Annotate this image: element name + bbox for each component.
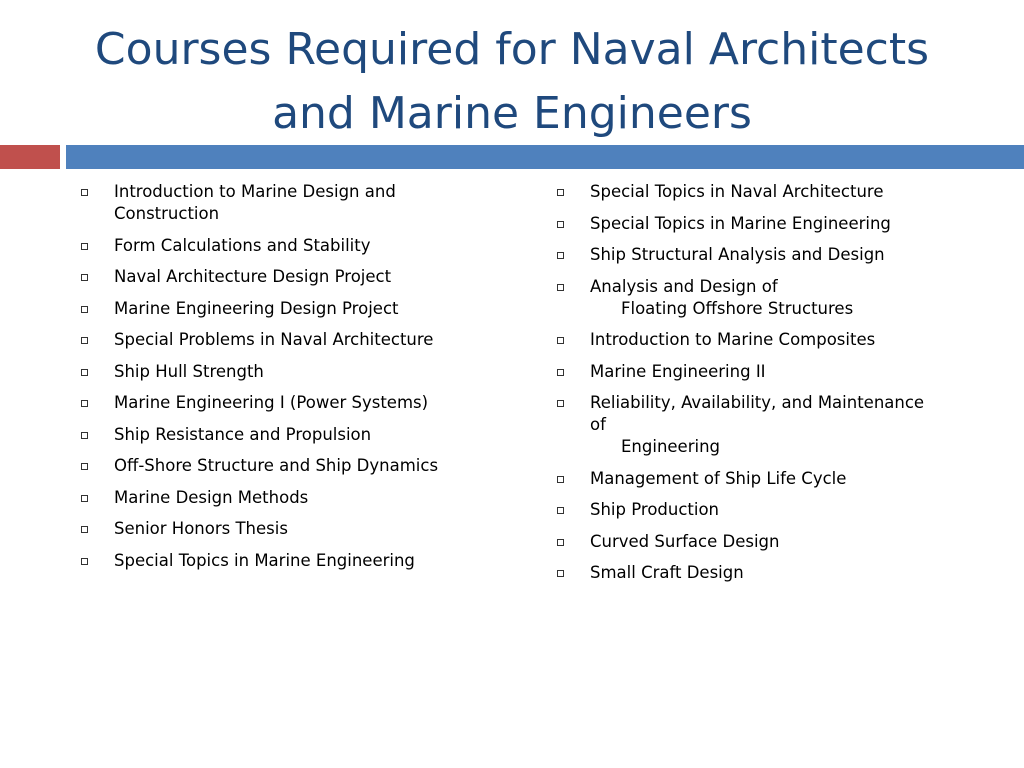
- hollow-square-bullet-icon: [557, 400, 564, 407]
- list-item: [80, 266, 500, 288]
- list-item-text: Special Topics in Marine Engineering: [114, 550, 415, 570]
- hollow-square-bullet-icon: [81, 432, 88, 439]
- list-item: [80, 361, 500, 383]
- list-item: [80, 550, 500, 572]
- list-item: [556, 329, 976, 351]
- list-item: [80, 235, 500, 257]
- slide-title-line-2: and Marine Engineers: [272, 88, 752, 139]
- hollow-square-bullet-icon: [81, 400, 88, 407]
- list-item-text: Curved Surface Design: [590, 531, 780, 551]
- hollow-square-bullet-icon: [81, 306, 88, 313]
- list-item-text: Marine Engineering I (Power Systems): [114, 393, 429, 412]
- list-item-text: Marine Engineering Design Project: [114, 298, 399, 318]
- list-item: [556, 181, 976, 203]
- list-item: [556, 562, 976, 584]
- list-item-text: Introduction to Marine Composites: [590, 330, 876, 349]
- list-item: [80, 518, 500, 540]
- hollow-square-bullet-icon: [81, 337, 88, 344]
- hollow-square-bullet-icon: [81, 558, 88, 565]
- accent-bar-red: [0, 145, 60, 169]
- list-item: [80, 329, 500, 351]
- list-item-text: Senior Honors Thesis: [114, 519, 288, 538]
- list-item: [556, 276, 976, 320]
- list-item-text: Marine Design Methods: [114, 487, 309, 507]
- accent-bar-blue: [66, 145, 1024, 169]
- hollow-square-bullet-icon: [81, 189, 88, 196]
- list-item-text: Off-Shore Structure and Ship Dynamics: [114, 456, 439, 475]
- hollow-square-bullet-icon: [557, 337, 564, 344]
- list-item: [556, 499, 976, 521]
- list-item-text-continued: Floating Offshore Structures: [621, 298, 854, 318]
- hollow-square-bullet-icon: [81, 243, 88, 250]
- list-item: [80, 298, 500, 320]
- hollow-square-bullet-icon: [557, 221, 564, 228]
- hollow-square-bullet-icon: [557, 284, 564, 291]
- list-item: [556, 244, 976, 266]
- hollow-square-bullet-icon: [557, 252, 564, 259]
- list-item-text: Ship Hull Strength: [114, 361, 264, 381]
- list-item: [556, 468, 976, 490]
- list-item-text-continued: of: [590, 415, 606, 434]
- list-item-text: Small Craft Design: [590, 563, 744, 582]
- list-item-text-continued: Engineering: [621, 437, 720, 456]
- list-item: [556, 361, 976, 383]
- list-item-text: Form Calculations and Stability: [114, 235, 371, 255]
- list-item: [556, 213, 976, 235]
- hollow-square-bullet-icon: [557, 476, 564, 483]
- list-item-text: Introduction to Marine Design and: [114, 182, 396, 201]
- hollow-square-bullet-icon: [557, 570, 564, 577]
- list-item-text: Ship Structural Analysis and Design: [590, 245, 885, 264]
- list-item: [80, 455, 500, 477]
- hollow-square-bullet-icon: [81, 463, 88, 470]
- left-course-list: [80, 181, 500, 581]
- list-item: [556, 392, 976, 458]
- list-item-text: Naval Architecture Design Project: [114, 267, 392, 286]
- list-item-text: Analysis and Design of: [590, 276, 778, 296]
- list-item-text: Special Topics in Marine Engineering: [590, 213, 891, 233]
- hollow-square-bullet-icon: [81, 495, 88, 502]
- list-item-text: Ship Resistance and Propulsion: [114, 424, 372, 444]
- slide-title: [40, 18, 984, 146]
- hollow-square-bullet-icon: [557, 189, 564, 196]
- list-item-text-continued: Construction: [114, 204, 220, 223]
- list-item-text: Ship Production: [590, 500, 720, 519]
- hollow-square-bullet-icon: [81, 274, 88, 281]
- list-item-text: Management of Ship Life Cycle: [590, 468, 847, 488]
- hollow-square-bullet-icon: [557, 539, 564, 546]
- list-item: [556, 531, 976, 553]
- hollow-square-bullet-icon: [81, 369, 88, 376]
- right-course-list: [556, 181, 976, 594]
- list-item-text: Marine Engineering II: [590, 361, 766, 381]
- hollow-square-bullet-icon: [557, 369, 564, 376]
- list-item: [80, 392, 500, 414]
- hollow-square-bullet-icon: [81, 526, 88, 533]
- list-item-text: Special Problems in Naval Architecture: [114, 330, 434, 349]
- list-item: [80, 487, 500, 509]
- list-item: [80, 181, 500, 225]
- slide-title-line-1: Courses Required for Naval Architects: [94, 24, 930, 75]
- list-item-text: Special Topics in Naval Architecture: [590, 182, 884, 201]
- list-item-text: Reliability, Availability, and Maintenance: [590, 393, 925, 412]
- hollow-square-bullet-icon: [557, 507, 564, 514]
- list-item: [80, 424, 500, 446]
